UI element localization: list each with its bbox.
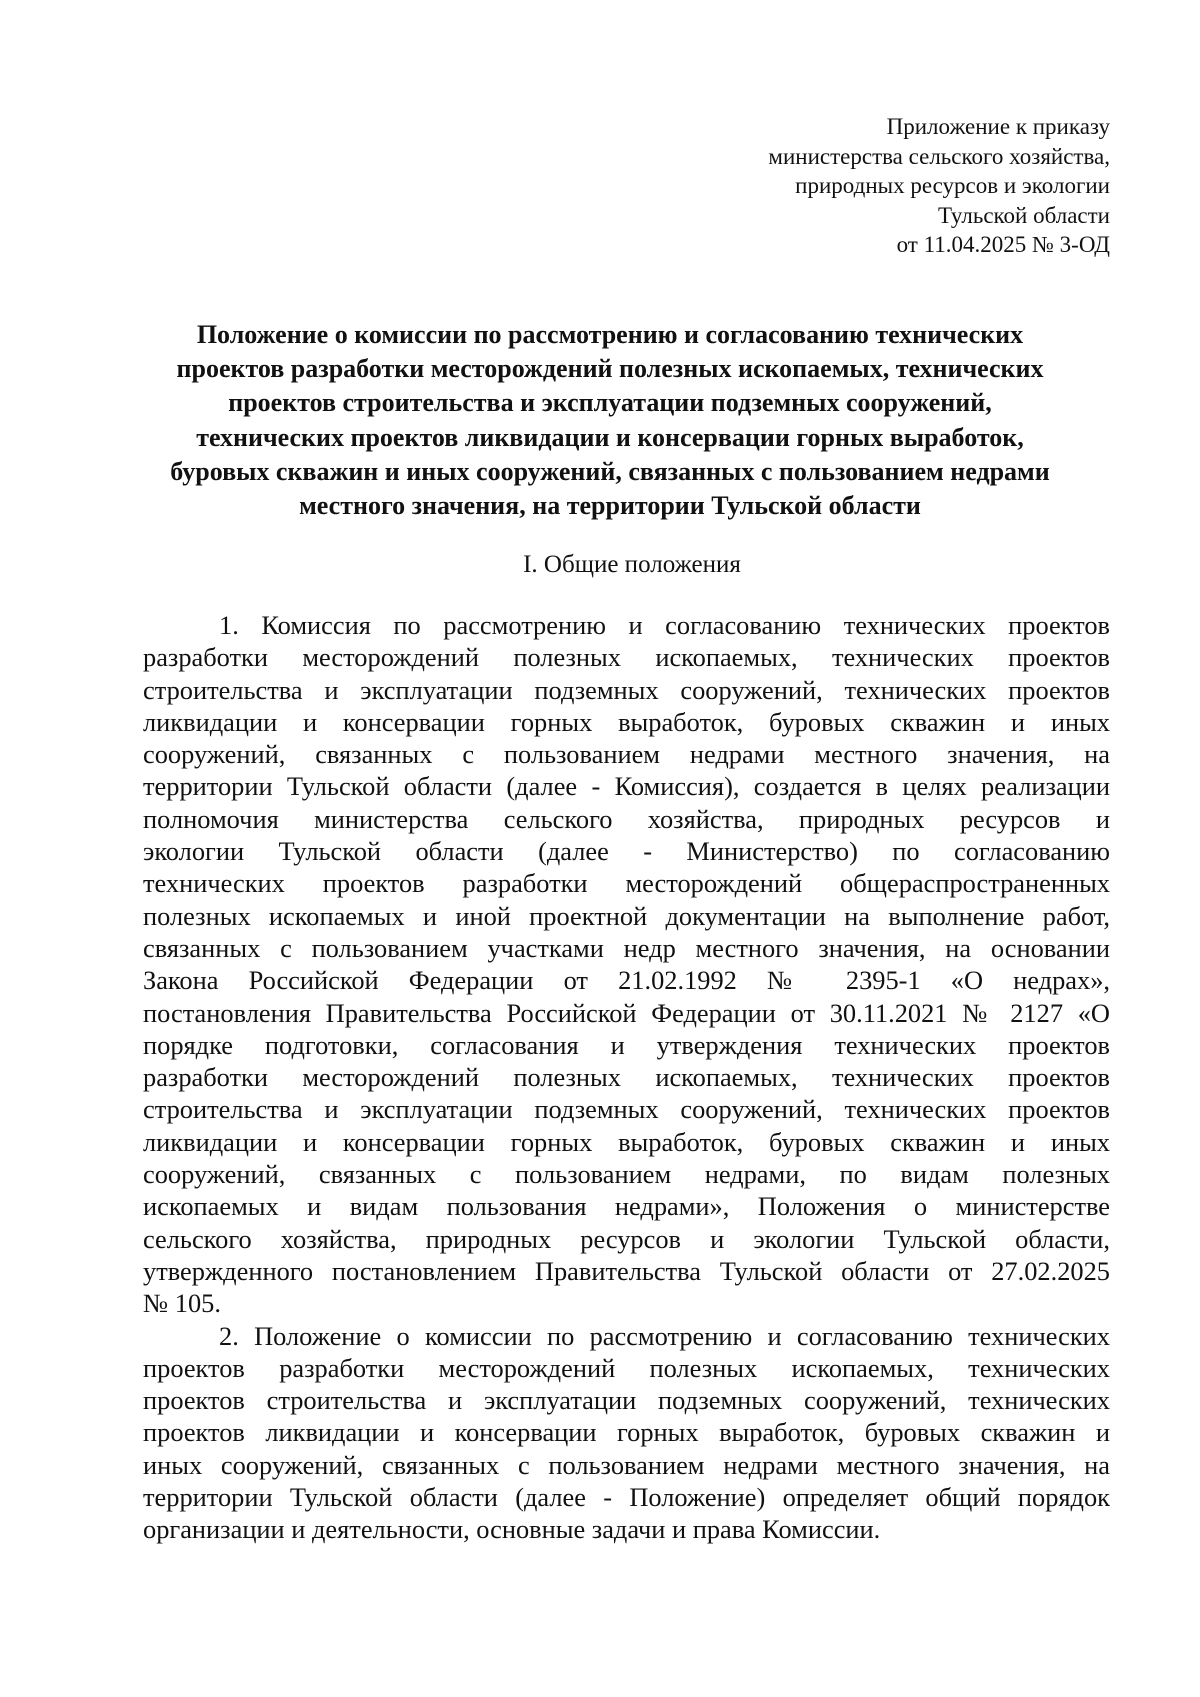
paragraph-line: разработки месторождений полезных ископаемых, технических проектов	[143, 1062, 1110, 1093]
paragraph-line: постановления Правительства Российской Федерации от 30.11.2021 № 2127 «О	[143, 997, 1110, 1028]
paragraph-line: полномочия министерства сельского хозяйства, природных ресурсов и	[143, 803, 1110, 834]
paragraph-line: сооружений, связанных с пользованием недрами местного значения, на	[143, 739, 1110, 770]
title-line: проектов разработки месторождений полезных ископаемых, технических	[176, 354, 1044, 384]
paragraph-line: строительства и эксплуатации подземных сооружений, технических проектов	[143, 1094, 1110, 1125]
paragraph-line: ликвидации и консервации горных выработок, буровых скважин и иных	[143, 706, 1110, 737]
paragraph-line: ликвидации и консервации горных выработок, буровых скважин и иных	[143, 1126, 1110, 1157]
paragraph-line: № 105.	[143, 1288, 221, 1319]
paragraph-line: утвержденного постановлением Правительства Тульской области от 27.02.2025	[143, 1255, 1110, 1286]
paragraph-line: экологии Тульской области (далее - Министерство) по согласованию	[143, 836, 1110, 867]
title-line: технических проектов ликвидации и консервации горных выработок,	[196, 422, 1024, 452]
paragraph-line: территории Тульской области (далее - Положение) определяет общий порядок	[143, 1482, 1110, 1513]
attachment-line: Приложение к приказу	[886, 114, 1110, 139]
paragraph-line: проектов разработки месторождений полезных ископаемых, технических	[143, 1352, 1110, 1383]
attachment-block	[768, 112, 1110, 260]
paragraph-line: 2. Положение о комиссии по рассмотрению и согласованию технических	[219, 1320, 1110, 1351]
paragraph-line: сельского хозяйства, природных ресурсов и экологии Тульской области,	[143, 1223, 1110, 1254]
paragraph-line: строительства и эксплуатации подземных сооружений, технических проектов	[143, 674, 1110, 705]
section-heading: I. Общие положения	[523, 551, 741, 578]
title-line: Положение о комиссии по рассмотрению и согласованию технических	[196, 320, 1024, 349]
paragraph-line: связанных с пользованием участками недр местного значения, на основании	[143, 932, 1110, 963]
paragraph-line: технических проектов разработки месторождений общераспространенных	[143, 868, 1110, 899]
paragraph-line: порядке подготовки, согласования и утверждения технических проектов	[143, 1029, 1110, 1060]
paragraph-line: сооружений, связанных с пользованием недрами, по видам полезных	[143, 1159, 1110, 1190]
paragraph-2	[143, 1320, 1110, 1546]
document-title	[130, 318, 1090, 523]
attachment-line: природных ресурсов и экологии	[795, 173, 1110, 198]
paragraph-line: иных сооружений, связанных с пользованием недрами местного значения, на	[143, 1449, 1110, 1480]
document-body	[143, 609, 1110, 1546]
attachment-line: министерства сельского хозяйства,	[768, 143, 1110, 169]
paragraph-line: 1. Комиссия по рассмотрению и согласованию технических проектов	[219, 610, 1110, 640]
title-line: местного значения, на территории Тульской области	[299, 491, 921, 521]
paragraph-line: разработки месторождений полезных ископаемых, технических проектов	[143, 642, 1110, 673]
paragraph-line: Закона Российской Федерации от 21.02.1992 № 2395-1 «О недрах»,	[143, 965, 1110, 996]
title-line: проектов строительства и эксплуатации подземных сооружений,	[228, 388, 992, 418]
paragraph-line: территории Тульской области (далее - Комиссия), создается в целях реализации	[143, 771, 1110, 802]
attachment-line: Тульской области	[937, 202, 1110, 228]
paragraph-line: ископаемых и видам пользования недрами», Положения о министерстве	[143, 1191, 1110, 1222]
paragraph-line: проектов ликвидации и консервации горных выработок, буровых скважин и	[143, 1417, 1110, 1448]
paragraph-line: проектов строительства и эксплуатации подземных сооружений, технических	[143, 1385, 1110, 1416]
paragraph-line: организации и деятельности, основные задачи и права Комиссии.	[143, 1514, 881, 1545]
title-line: буровых скважин и иных сооружений, связанных с пользованием недрами	[170, 456, 1050, 486]
paragraph-line: полезных ископаемых и иной проектной документации на выполнение работ,	[143, 900, 1110, 931]
paragraph-1	[143, 609, 1110, 1320]
attachment-line: от 11.04.2025 № 3-ОД	[896, 232, 1110, 257]
